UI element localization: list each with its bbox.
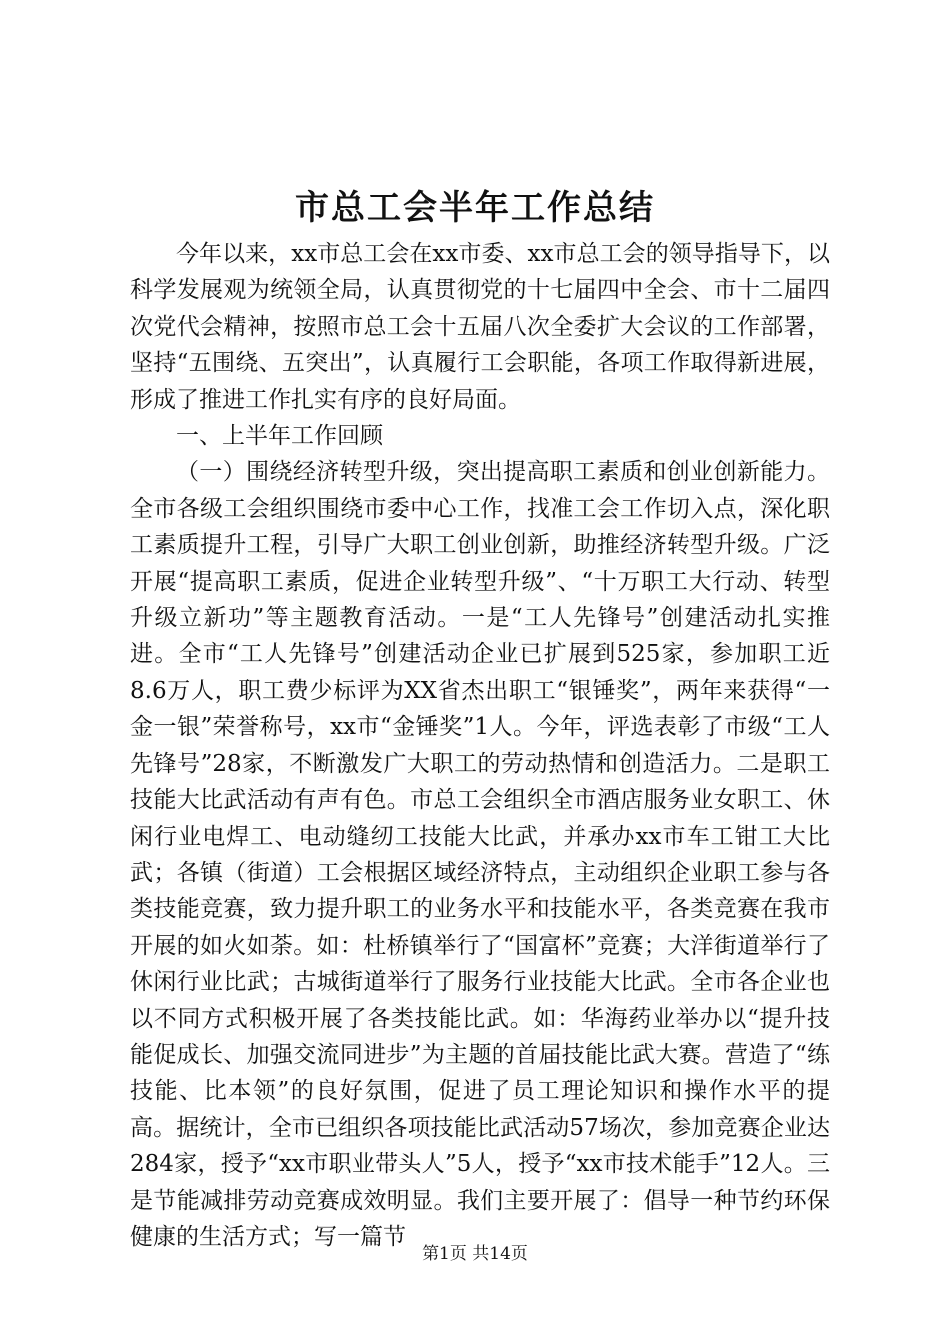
document-title: 市总工会半年工作总结 [295, 188, 655, 228]
section-paragraph: （一）围绕经济转型升级，突出提高职工素质和创业创新能力。全市各级工会组织围绕市委中心工作，找准工会工作切入点，深化职工素质提升工程，引导广大职工创业创新，助推经济转型升级。广泛开展“提高职工素质，促进企业转型升级”、“十万职工大行动、转型升级立新功”等主题教育活动。一是“工人先锋号”创建活动扎实推进。全市“工人先锋号”创建活动企业已扩展到525家，参加职工近8.6万人，职工费少标评为XX省杰出职工“银锤奖”，两年来获得“一金一银”荣誉称号，xx市“金锤奖”1人。今年，评选表彰了市级“工人先锋号”28家，不断激发广大职工的劳动热情和创造活力。二是职工技能大比武活动有声有色。市总工会组织全市酒店服务业女职工、休闲行业电焊工、电动缝纫工技能大比武，并承办xx市车工钳工大比武；各镇（街道）工会根据区域经济特点，主动组织企业职工参与各类技能竞赛，致力提升职工的业务水平和技能水平，各类竞赛在我市开展的如火如荼。如：杜桥镇举行了“国富杯”竞赛；大洋街道举行了休闲行业比武；古城街道举行了服务行业技能大比武。全市各企业也以不同方式积极开展了各类技能比武。如：华海药业举办以“提升技能促成长、加强交流同进步”为主题的首届技能比武大赛。营造了“练技能、比本领”的良好氛围，促进了员工理论知识和操作水平的提高。据统计，全市已组织各项技能比武活动57场次，参加竞赛企业达284家，授予“xx市职业带头人”5人，授予“xx市技术能手”12人。三是节能减排劳动竞赛成效明显。我们主要开展了：倡导一种节约环保健康的生活方式；写一篇节 [130, 459, 830, 1250]
page-number: 第1页 共14页 [422, 1244, 528, 1264]
intro-paragraph: 今年以来，xx市总工会在xx市委、xx市总工会的领导指导下，以科学发展观为统领全局，认真贯彻党的十七届四中全会、市十二届四次党代会精神，按照市总工会十五届八次全委扩大会议的工作部署，坚持“五围绕、五突出”，认真履行工会职能，各项工作取得新进展，形成了推进工作扎实有序的良好局面。 [130, 241, 830, 413]
section-heading: 一、上半年工作回顾 [176, 423, 383, 450]
document-body [130, 236, 830, 1255]
